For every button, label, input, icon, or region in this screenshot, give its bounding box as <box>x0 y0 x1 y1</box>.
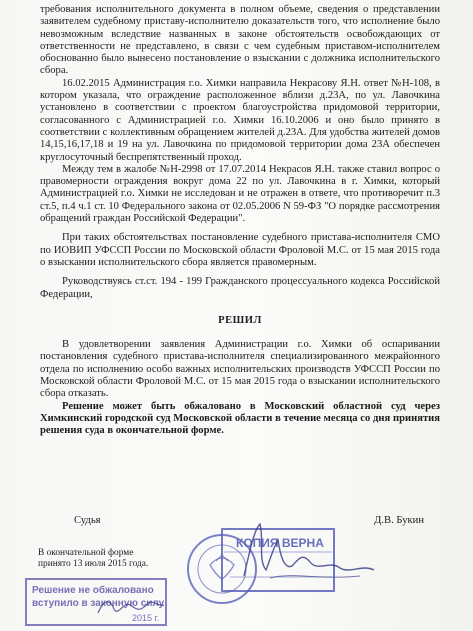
paragraph-2: 16.02.2015 Администрация г.о. Химки направила Некрасову Я.Н. ответ №Н-108, в котором указала, что ограждение расположенное вблизи д.23А, по ул. Лавочкина установлено в соответствии с проектом благоустройства придомовой территории, согласованного с Администрацией г.о. Химки 16.10.2006 и оно было принято в соответствии с коллективным обращением жителей д.23А. Для удобства жителей домов 14,15,16,17,18 и 19 на ул. Лавочкина по придомовой территории дома 23А обеспечен круглосуточный беспрепятственный проход. <box>40 77 440 163</box>
decision-heading: РЕШИЛ <box>218 314 262 326</box>
stamp-left-line-2: вступило в законную силу <box>32 598 165 609</box>
stamp-left-date: 2015 г. <box>132 613 160 623</box>
paragraph-4: При таких обстоятельствах постановление судебного пристава-исполнителя СМО по ИОВИП УФССП России по Московской области Фроловой М.С. от 15 мая 2015 года о взыскании исполнительского сбора является правомерным. <box>40 232 440 268</box>
paragraph-5: Руководствуясь ст.ст. 194 - 199 Гражданского процессуального кодекса Российской Федерации, <box>40 276 440 300</box>
decision-paragraph-2: Решение может быть обжаловано в Московский областной суд через Химкинский городской суд Московской области в течение месяца со дня принятия решения суда в окончательной форме. <box>40 400 440 437</box>
paragraph-1: требования исполнительного документа в полном объеме, сведения о представлении заявителем судебному приставу-исполнителю доказательств того, что исполнение было невозможным вследствие названных в законе обстоятельств освобождающих от ответственности не представлено, в связи с чем судебным приставом-исполнителем обоснованно было вынесено постановление о взыскании с должника исполнительского сбора. <box>40 4 440 77</box>
judge-label: Судья <box>74 515 101 526</box>
final-form-text: В окончательной форме принято 13 июля 2015 года. <box>38 548 149 569</box>
stamp-left-line-1: Решение не обжаловано <box>32 585 154 596</box>
clerk-signature <box>96 595 166 619</box>
paragraph-3: Между тем в жалобе №Н-2998 от 17.07.2014 Некрасов Я.Н. также ставил вопрос о правомерности ограждения вокруг дома 22 по ул. Лавочкина в г. Химки, который Администрацией г.о. Химки не исследован и не отражен в ответе, что противоречит п.3 ст.5, п.4 ч.1 ст. 10 Федерального закона от 02.05.2006 N 59-ФЗ "О порядке рассмотрения обращений граждан Российской Федерации". <box>40 163 440 225</box>
decision-paragraph-1: В удовлетворении заявления Администрации г.о. Химки об оспаривании постановления судебного пристава-исполнителя специализированного межрайонного отдела по исполнению особо важных исполнительских производств УФССП России по Московской области Фроловой М.С. от 15 мая 2015 года о взыскании исполнительского сбора отказать. <box>40 339 440 400</box>
stamp-copy-text: КОПИЯ ВЕРНА <box>236 536 324 550</box>
judge-name: Д.В. Букин <box>374 515 424 526</box>
document-body <box>40 4 440 438</box>
final-form-note <box>38 548 158 570</box>
judge-signature <box>240 520 380 590</box>
